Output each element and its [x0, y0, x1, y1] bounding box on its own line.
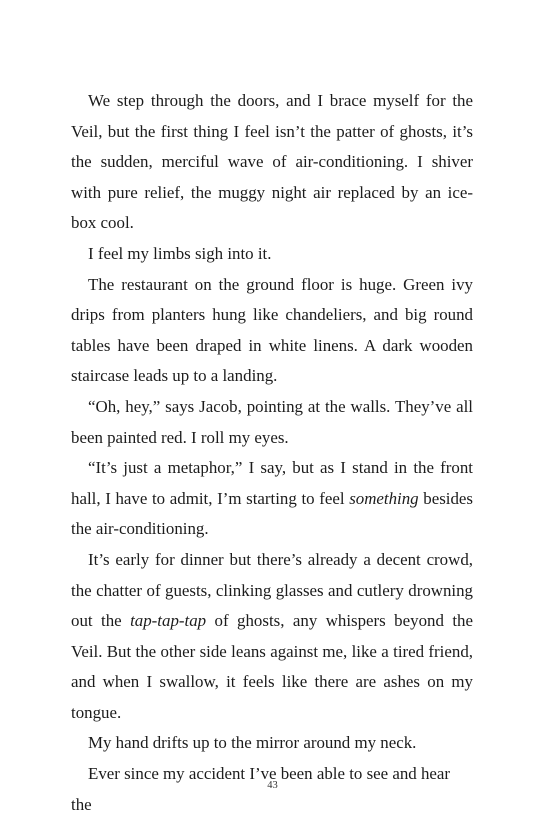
paragraph — [71, 239, 473, 270]
paragraph-text: besides the air-conditioning. — [71, 488, 473, 539]
paragraph-text: The restaurant on the ground floor is huge. Green ivy drips from planters hung like chandeliers, and big round tables have been draped in white linens. A dark wooden staircase leads up to a landing. — [71, 274, 473, 386]
paragraph-text: I feel my limbs sigh into it. — [88, 243, 272, 263]
paragraph — [71, 270, 473, 392]
paragraph-text: Ever since my accident I’ve been able to see and hear the — [71, 764, 451, 814]
paragraph — [71, 86, 473, 239]
paragraph-text: “It’s just a metaphor,” I say, but as I stand in the front hall, I have to admit, I’m starting to feel — [71, 458, 473, 508]
italic-text: something — [349, 488, 419, 508]
paragraph-text: of ghosts, any whispers beyond the Veil. But the other side leans against me, like a tired friend, and when I swallow, it feels like there are ashes on my tongue. — [71, 611, 473, 722]
paragraph-text: “Oh, hey,” says Jacob, pointing at the walls. They’ve all been painted red. I roll my eyes. — [71, 396, 473, 447]
paragraph-text: My hand drifts up to the mirror around my neck. — [88, 733, 417, 753]
paragraph-text: We step through the doors, and I brace myself for the Veil, but the first thing I feel isn’t the patter of ghosts, it’s the sudden, merciful wave of air-conditioning. I shiver with pure relief, the muggy night air replaced by an ice-box cool. — [71, 91, 473, 233]
body-text — [71, 86, 473, 820]
paragraph — [71, 392, 473, 453]
paragraph — [71, 545, 473, 729]
page-number: 43 — [267, 780, 278, 791]
paragraph-text: It’s early for dinner but there’s already a decent crowd, the chatter of guests, clinking glasses and cutlery drowning out the — [71, 549, 473, 631]
paragraph — [71, 453, 473, 545]
italic-text: tap-tap-tap — [130, 611, 207, 631]
paragraph — [71, 728, 473, 759]
